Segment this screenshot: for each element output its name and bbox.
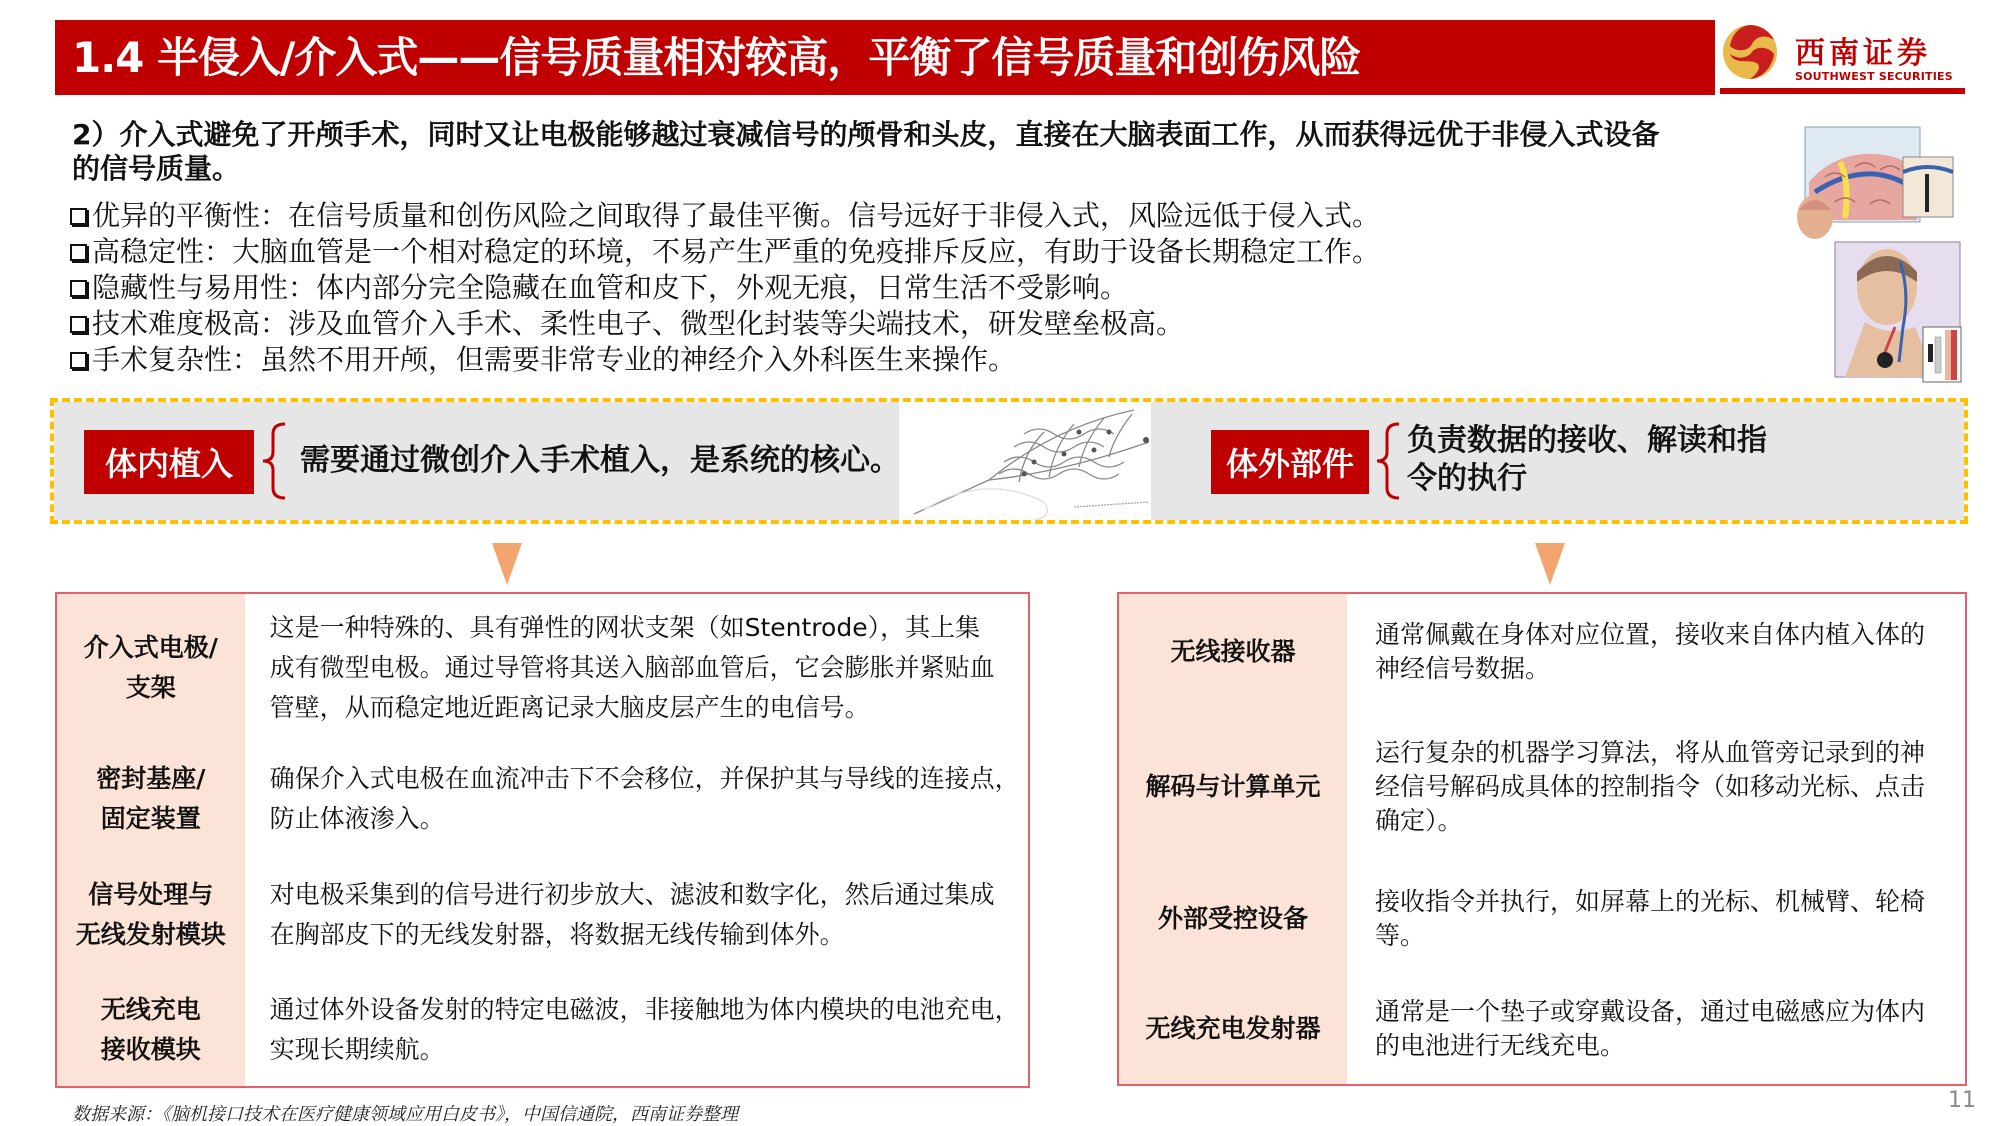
desc-line: 确保介入式电极在血流冲击下不会移位，并保护其与导线的连接点， bbox=[269, 764, 1020, 793]
page-number: 11 bbox=[1948, 1088, 1976, 1113]
table-row bbox=[57, 856, 1028, 974]
row-label-line: 固定装置 bbox=[100, 804, 201, 833]
row-label-line: 支架 bbox=[125, 673, 176, 702]
external-parts-description-line2: 令的执行 bbox=[1407, 461, 1527, 496]
table-row bbox=[1119, 594, 1965, 709]
desc-line: 等。 bbox=[1375, 921, 1426, 950]
internal-implant-tag: 体内植入 bbox=[84, 430, 254, 494]
stent-electrode-image bbox=[904, 402, 1151, 520]
logo-emblem-icon bbox=[1722, 24, 1778, 80]
desc-line: 经信号解码成具体的控制指令（如移动光标、点击 bbox=[1375, 771, 1926, 801]
row-description bbox=[1347, 709, 1960, 864]
component-banner bbox=[50, 398, 1968, 524]
row-label: 外部受控设备 bbox=[1157, 904, 1308, 933]
row-label-line: 介入式电极/ bbox=[83, 633, 218, 662]
company-logo bbox=[1720, 20, 1975, 88]
source-note: 数据来源：《脑机接口技术在医疗健康领域应用白皮书》，中国信通院，西南证券整理 bbox=[72, 1104, 738, 1125]
external-parts-description bbox=[1407, 422, 1767, 498]
table-row bbox=[57, 974, 1028, 1086]
checkbox-bullet-icon bbox=[70, 352, 87, 369]
row-description bbox=[245, 974, 1028, 1086]
row-label-line: 无线发射模块 bbox=[75, 920, 226, 949]
row-description bbox=[245, 594, 1028, 742]
external-components-table bbox=[1117, 592, 1967, 1086]
table-row bbox=[57, 594, 1028, 742]
bullet-text: 技术难度极高：涉及血管介入手术、柔性电子、微型化封装等尖端技术，研发壁垒极高。 bbox=[92, 307, 1185, 340]
desc-line: 对电极采集到的信号进行初步放大、滤波和数字化，然后通过集成 bbox=[269, 880, 995, 909]
row-label: 解码与计算单元 bbox=[1145, 771, 1321, 801]
table-row bbox=[1119, 709, 1965, 864]
row-label-line: 密封基座/ bbox=[96, 764, 206, 793]
internal-implant-panel bbox=[54, 402, 899, 520]
table-row bbox=[1119, 974, 1965, 1084]
bullet-list bbox=[70, 198, 1770, 378]
page-title: 1.4 半侵入/介入式——信号质量相对较高，平衡了信号质量和创伤风险 bbox=[72, 33, 1361, 82]
row-label: 无线充电发射器 bbox=[1145, 1014, 1321, 1043]
row-description bbox=[1347, 974, 1960, 1084]
bullet-item bbox=[70, 342, 1770, 378]
checkbox-bullet-icon bbox=[70, 244, 87, 261]
desc-line: 实现长期续航。 bbox=[269, 1035, 445, 1064]
bullet-item bbox=[70, 270, 1770, 306]
bullet-text: 优异的平衡性：在信号质量和创伤风险之间取得了最佳平衡。信号远好于非侵入式，风险远低于侵入式。 bbox=[92, 199, 1381, 232]
desc-line: 的电池进行无线充电。 bbox=[1375, 1031, 1626, 1060]
bullet-item bbox=[70, 306, 1770, 342]
external-parts-panel bbox=[1151, 402, 1964, 520]
brain-stentrode-illustration bbox=[1795, 122, 1975, 387]
checkbox-bullet-icon bbox=[70, 316, 87, 333]
row-description bbox=[1347, 594, 1960, 709]
desc-line: 神经信号数据。 bbox=[1375, 653, 1551, 683]
row-label bbox=[57, 594, 245, 742]
desc-line: 通常是一个垫子或穿戴设备，通过电磁感应为体内 bbox=[1375, 997, 1926, 1026]
external-parts-description-line1: 负责数据的接收、解读和指 bbox=[1407, 423, 1767, 458]
row-label-line: 信号处理与 bbox=[88, 880, 214, 909]
row-description bbox=[1347, 864, 1960, 974]
desc-line: 通常佩戴在身体对应位置，接收来自体内植入体的 bbox=[1375, 619, 1926, 649]
logo-name-cn: 西南证券 bbox=[1795, 36, 1931, 71]
table-row bbox=[57, 742, 1028, 856]
row-label bbox=[57, 974, 245, 1086]
down-arrow-icon bbox=[1535, 543, 1565, 585]
table-row bbox=[1119, 864, 1965, 974]
bullet-text: 高稳定性：大脑血管是一个相对稳定的环境，不易产生严重的免疫排斥反应，有助于设备长期稳定工作。 bbox=[92, 235, 1381, 268]
logo-underline bbox=[1720, 88, 1965, 94]
bullet-item bbox=[70, 198, 1770, 234]
desc-line: 成有微型电极。通过导管将其送入脑部血管后，它会膨胀并紧贴血 bbox=[269, 653, 995, 682]
row-label-line: 接收模块 bbox=[100, 1035, 201, 1064]
row-description bbox=[245, 856, 1028, 974]
desc-line: 管壁，从而稳定地近距离记录大脑皮层产生的电信号。 bbox=[269, 693, 870, 722]
row-description bbox=[245, 742, 1028, 856]
bullet-item bbox=[70, 234, 1770, 270]
desc-line: 在胸部皮下的无线发射器，将数据无线传输到体外。 bbox=[269, 920, 845, 949]
desc-line: 运行复杂的机器学习算法，将从血管旁记录到的神 bbox=[1375, 737, 1926, 767]
bullet-text: 手术复杂性：虽然不用开颅，但需要非常专业的神经介入外科医生来操作。 bbox=[92, 343, 1017, 376]
logo-name-en: SOUTHWEST SECURITIES bbox=[1795, 70, 1953, 83]
checkbox-bullet-icon bbox=[70, 280, 87, 297]
desc-line: 确定）。 bbox=[1375, 805, 1463, 835]
checkbox-bullet-icon bbox=[70, 208, 87, 225]
internal-components-table bbox=[55, 592, 1030, 1088]
row-label-line: 无线充电 bbox=[100, 995, 201, 1024]
row-label bbox=[57, 856, 245, 974]
intro-paragraph: 2）介入式避免了开颅手术，同时又让电极能够越过衰减信号的颅骨和头皮，直接在大脑表面工作，从而获得远优于非侵入式设备的信号质量。 bbox=[72, 118, 1660, 185]
left-brace-icon bbox=[261, 422, 287, 500]
external-parts-tag: 体外部件 bbox=[1211, 430, 1369, 494]
internal-implant-description: 需要通过微创介入手术植入，是系统的核心。 bbox=[300, 443, 900, 478]
desc-line: 通过体外设备发射的特定电磁波，非接触地为体内模块的电池充电， bbox=[269, 995, 1020, 1024]
right-brace-icon bbox=[1375, 422, 1401, 500]
down-arrow-icon bbox=[492, 543, 522, 585]
desc-line: 防止体液渗入。 bbox=[269, 804, 445, 833]
desc-line: 这是一种特殊的、具有弹性的网状支架（如Stentrode），其上集 bbox=[269, 613, 981, 642]
desc-line: 接收指令并执行，如屏幕上的光标、机械臂、轮椅 bbox=[1375, 887, 1926, 916]
row-label: 无线接收器 bbox=[1170, 636, 1296, 666]
row-label bbox=[57, 742, 245, 856]
bullet-text: 隐藏性与易用性：体内部分完全隐藏在血管和皮下，外观无痕，日常生活不受影响。 bbox=[92, 271, 1129, 304]
